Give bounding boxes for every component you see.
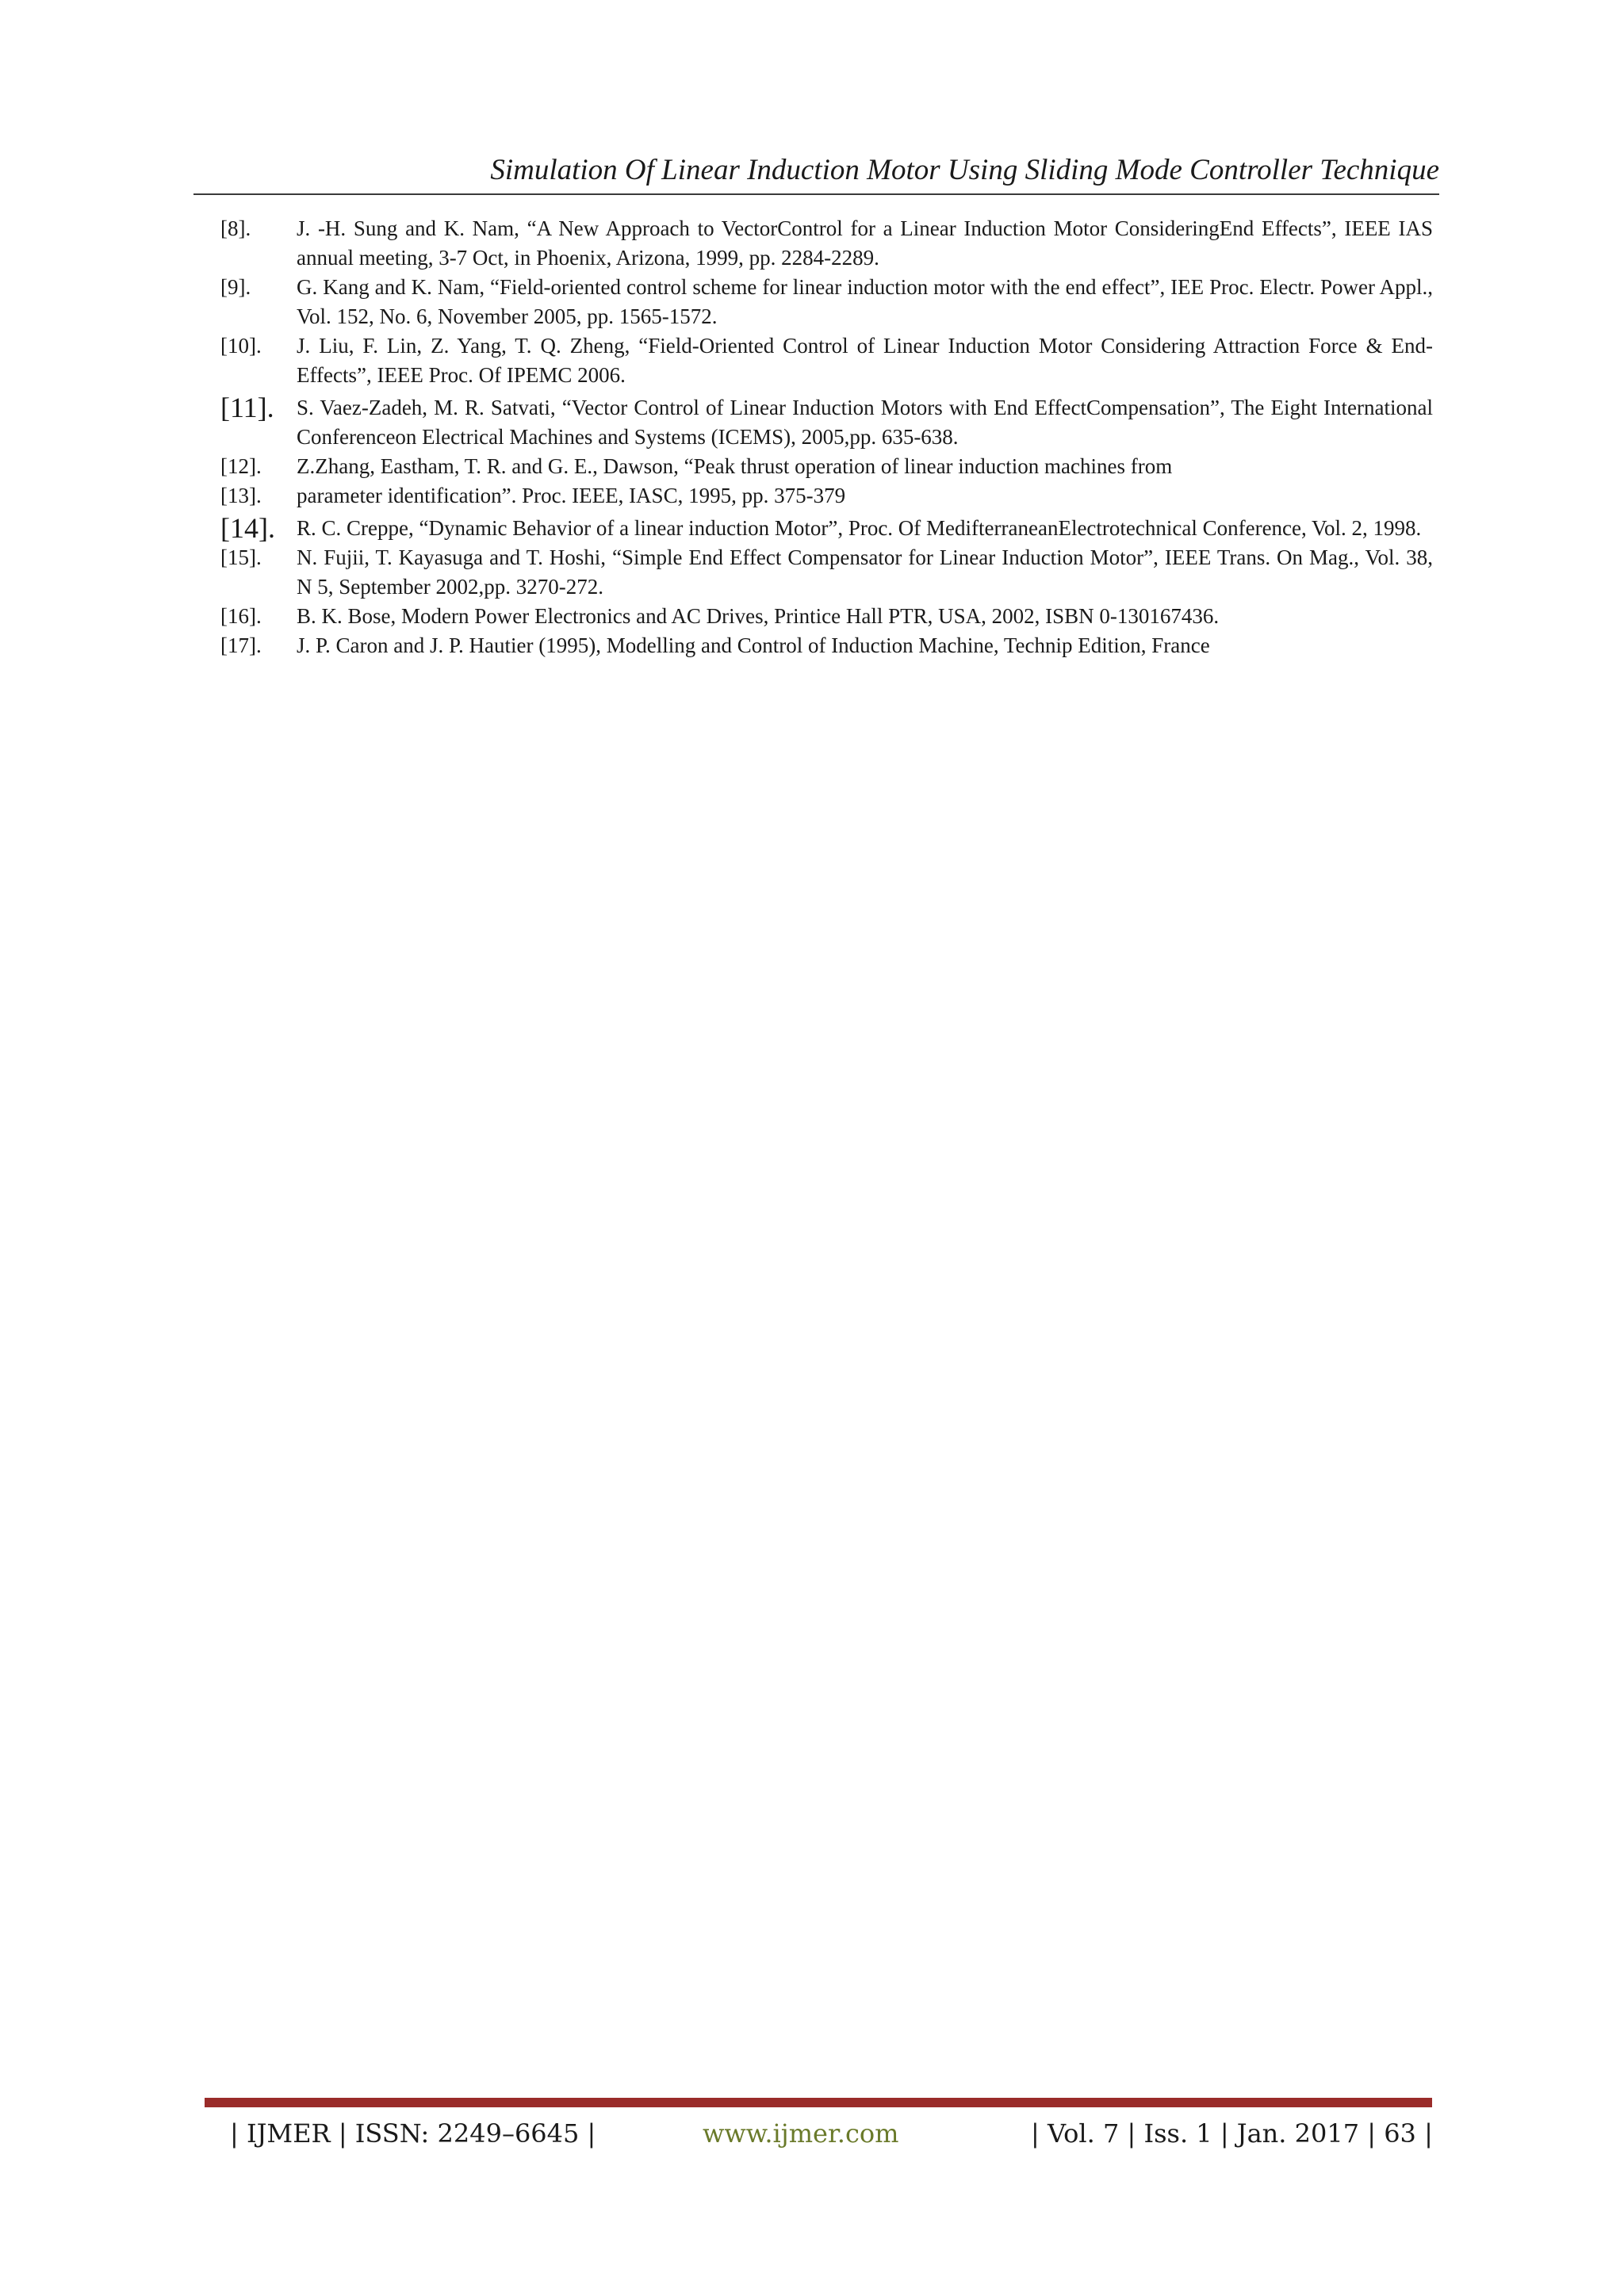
reference-item xyxy=(220,452,1433,481)
footer-bar xyxy=(205,2098,1432,2107)
reference-number: [12]. xyxy=(220,454,262,478)
reference-text: parameter identification”. Proc. IEEE, IASC, 1995, pp. 375-379 xyxy=(297,484,846,507)
reference-item xyxy=(220,214,1433,273)
reference-number: [13]. xyxy=(220,484,262,507)
reference-number: [8]. xyxy=(220,216,251,240)
header-rule xyxy=(193,193,1439,195)
reference-item xyxy=(220,393,1433,452)
reference-number: [10]. xyxy=(220,334,262,358)
reference-item xyxy=(220,273,1433,331)
reference-number: [17]. xyxy=(220,633,262,657)
footer-journal-info: | IJMER | ISSN: 2249–6645 | xyxy=(230,2118,596,2149)
reference-text: J. -H. Sung and K. Nam, “A New Approach to VectorControl for a Linear Induction Motor ConsideringEnd Effects”, IEEE IAS annual meeting, 3-7 Oct, in Phoenix, Arizona, 1999, pp. 2284-2289. xyxy=(297,216,1433,270)
reference-number: [16]. xyxy=(220,604,262,628)
footer-issue-page: | Vol. 7 | Iss. 1 | Jan. 2017 | 63 | xyxy=(1031,2118,1433,2149)
reference-number: [9]. xyxy=(220,275,251,299)
reference-text: S. Vaez-Zadeh, M. R. Satvati, “Vector Control of Linear Induction Motors with End EffectCompensation”, The Eight International Conferenceon Electrical Machines and Systems (ICEMS), 2005,pp. 635-638. xyxy=(297,396,1433,449)
reference-text: N. Fujii, T. Kayasuga and T. Hoshi, “Simple End Effect Compensator for Linear Induction Motor”, IEEE Trans. On Mag., Vol. 38, N 5, September 2002,pp. 3270-272. xyxy=(297,545,1433,599)
reference-item xyxy=(220,543,1433,602)
reference-text: B. K. Bose, Modern Power Electronics and AC Drives, Printice Hall PTR, USA, 2002, ISBN 0-130167436. xyxy=(297,604,1220,628)
footer-website-link[interactable]: www.ijmer.com xyxy=(703,2118,899,2149)
reference-item xyxy=(220,481,1433,511)
reference-item xyxy=(220,331,1433,390)
reference-text: G. Kang and K. Nam, “Field-oriented control scheme for linear induction motor with the end effect”, IEE Proc. Electr. Power Appl., Vol. 152, No. 6, November 2005, pp. 1565-1572. xyxy=(297,275,1433,328)
page-footer xyxy=(230,2114,1433,2153)
reference-number: [11]. xyxy=(220,392,274,423)
reference-item xyxy=(220,602,1433,631)
reference-text: J. P. Caron and J. P. Hautier (1995), Modelling and Control of Induction Machine, Technip Edition, France xyxy=(297,633,1210,657)
running-title: Simulation Of Linear Induction Motor Using Sliding Mode Controller Technique xyxy=(490,154,1439,186)
reference-number: [15]. xyxy=(220,545,262,569)
reference-item xyxy=(220,631,1433,660)
reference-list xyxy=(220,214,1433,660)
reference-text: R. C. Creppe, “Dynamic Behavior of a linear induction Motor”, Proc. Of MedifterraneanElectrotechnical Conference, Vol. 2, 1998. xyxy=(297,516,1422,540)
reference-item xyxy=(220,514,1433,543)
reference-text: Z.Zhang, Eastham, T. R. and G. E., Dawson, “Peak thrust operation of linear induction machines from xyxy=(297,454,1173,478)
reference-text: J. Liu, F. Lin, Z. Yang, T. Q. Zheng, “Field-Oriented Control of Linear Induction Motor Considering Attraction Force & End-Effects”, IEEE Proc. Of IPEMC 2006. xyxy=(297,334,1433,387)
reference-number: [14]. xyxy=(220,512,275,544)
